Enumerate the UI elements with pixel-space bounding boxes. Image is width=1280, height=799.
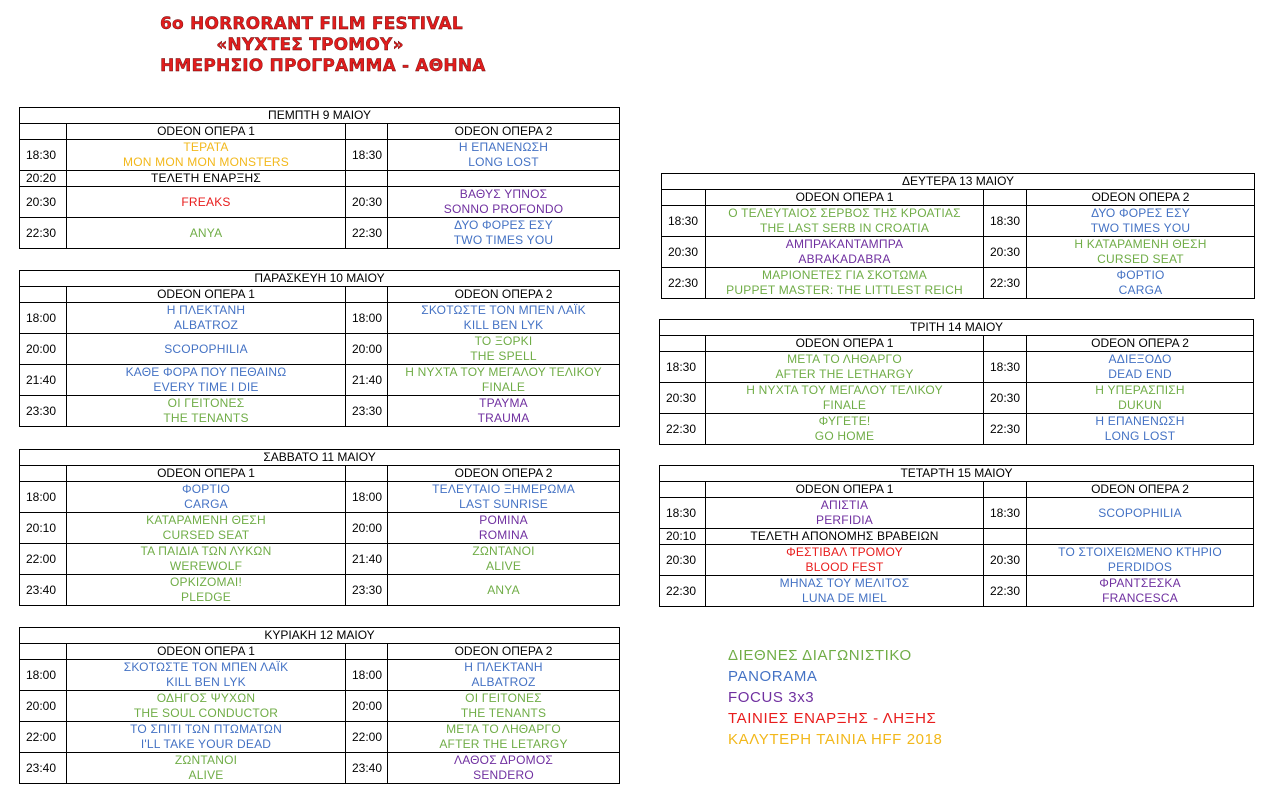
film-title-greek: Η ΠΛΕΚΤΑΝΗ xyxy=(464,660,543,674)
film-title-greek: Η ΕΠΑΝΕΝΩΣΗ xyxy=(458,140,549,154)
screening-time: 18:30 xyxy=(660,498,706,529)
film-cell xyxy=(706,383,984,414)
film-cell xyxy=(388,140,620,171)
blank-cell xyxy=(984,190,1027,206)
film-title-original: CARGA xyxy=(184,497,228,511)
screening-time: 20:30 xyxy=(660,545,706,576)
film-title-greek: Η ΝΥΧΤΑ ΤΟΥ ΜΕΓΑΛΟΥ ΤΕΛΙΚΟΥ xyxy=(746,383,943,397)
film-title-original: I'LL TAKE YOUR DEAD xyxy=(140,737,272,751)
screening-time: 22:30 xyxy=(20,218,67,249)
screening-row xyxy=(20,218,620,249)
venue-1-label: ODEON ΟΠΕΡΑ 1 xyxy=(67,124,346,140)
screening-time: 20:30 xyxy=(20,187,67,218)
film-title-original: PLEDGE xyxy=(181,590,231,604)
film-cell xyxy=(67,140,346,171)
film-cell xyxy=(388,171,620,187)
blank-cell xyxy=(662,190,706,206)
film-title-original: FINALE xyxy=(481,380,526,394)
film-title-greek: ΦΥΓΕΤΕ! xyxy=(818,414,871,428)
screening-time: 20:00 xyxy=(346,513,388,544)
screening-time: 23:40 xyxy=(20,575,67,606)
screening-row xyxy=(20,753,620,784)
film-title-original: LONG LOST xyxy=(468,155,539,169)
venue-2-label: ODEON ΟΠΕΡΑ 2 xyxy=(1027,190,1255,206)
film-title-original: CURSED SEAT xyxy=(1097,252,1184,266)
legend-item: ΚΑΛΥΤΕΡΗ ΤΑΙΝΙΑ HFF 2018 xyxy=(728,731,943,748)
screening-row xyxy=(20,722,620,753)
screening-time: 22:30 xyxy=(660,576,706,607)
film-cell xyxy=(388,187,620,218)
blank-cell xyxy=(984,336,1027,352)
film-title-greek: ΤΟ ΣΤΟΙΧΕΙΩΜΕΝΟ ΚΤΗΡΙΟ xyxy=(1058,545,1222,559)
film-title-greek: Η ΚΑΤΑΡΑΜΕΝΗ ΘΕΣΗ xyxy=(1074,237,1207,251)
film-cell xyxy=(388,218,620,249)
film-cell xyxy=(388,396,620,427)
film-title-original: ALIVE xyxy=(486,559,522,573)
screening-time: 23:40 xyxy=(20,753,67,784)
film-cell xyxy=(706,529,984,545)
venue-2-label: ODEON ΟΠΕΡΑ 2 xyxy=(388,466,620,482)
film-title-greek: ΤΕΛΕΥΤΑΙΟ ΞΗΜΕΡΩΜΑ xyxy=(432,482,575,496)
screening-row xyxy=(20,140,620,171)
film-title-original: CURSED SEAT xyxy=(162,528,250,542)
film-title-greek: ΦΡΑΝΤΣΕΣΚΑ xyxy=(1099,576,1181,590)
film-cell xyxy=(388,482,620,513)
film-cell xyxy=(67,722,346,753)
screening-time: 23:30 xyxy=(20,396,67,427)
film-cell xyxy=(67,575,346,606)
film-title-greek: ΚΑΤΑΡΑΜΕΝΗ ΘΕΣΗ xyxy=(146,513,266,527)
screening-time: 22:30 xyxy=(662,268,706,299)
screening-row xyxy=(660,498,1254,529)
film-cell xyxy=(67,171,346,187)
screening-row xyxy=(660,414,1254,445)
film-cell xyxy=(388,544,620,575)
screening-row xyxy=(660,576,1254,607)
screening-row xyxy=(20,691,620,722)
screening-time: 20:10 xyxy=(20,513,67,544)
day-schedule-table xyxy=(19,270,620,427)
screening-time: 22:00 xyxy=(346,722,388,753)
film-cell xyxy=(706,237,984,268)
venue-2-label: ODEON ΟΠΕΡΑ 2 xyxy=(1027,336,1254,352)
screening-time: 18:30 xyxy=(660,352,706,383)
legend-item: ΤΑΙΝΙΕΣ ΕΝΑΡΞΗΣ - ΛΗΞΗΣ xyxy=(728,710,937,727)
screening-row xyxy=(20,544,620,575)
film-title-greek: ΤΡΑΥΜΑ xyxy=(479,396,528,410)
screening-row xyxy=(20,303,620,334)
screening-row xyxy=(20,334,620,365)
day-title: ΤΕΤΑΡΤΗ 15 ΜΑΙΟΥ xyxy=(660,466,1254,482)
film-title-original: LUNA DE MIEL xyxy=(801,591,888,605)
blank-cell xyxy=(20,644,67,660)
film-title-greek: Ο ΤΕΛΕΥΤΑΙΟΣ ΣΕΡΒΟΣ ΤΗΣ ΚΡΟΑΤΙΑΣ xyxy=(728,206,961,220)
screening-time: 22:30 xyxy=(984,268,1027,299)
film-title-greek: ΤΕΛΕΤΗ ΑΠΟΝΟΜΗΣ ΒΡΑΒΕΙΩΝ xyxy=(750,529,939,543)
film-title-greek: ΤΟ ΞΟΡΚΙ xyxy=(474,334,533,348)
film-title-greek: Η ΕΠΑΝΕΝΩΣΗ xyxy=(1095,414,1185,428)
film-title-original: TWO TIMES YOU xyxy=(453,233,554,247)
film-title-greek: ΦΟΡΤΙΟ xyxy=(181,482,231,496)
film-cell xyxy=(388,303,620,334)
film-title-original: ROMINA xyxy=(478,528,529,542)
screening-time: 22:30 xyxy=(346,218,388,249)
film-title-greek: ΑΔΙΕΞΟΔΟ xyxy=(1108,352,1172,366)
film-title-original: THE SPELL xyxy=(470,349,537,363)
blank-cell xyxy=(20,124,67,140)
screening-time: 22:00 xyxy=(20,722,67,753)
screening-time: 23:40 xyxy=(346,753,388,784)
screening-time: 23:30 xyxy=(346,396,388,427)
screening-row xyxy=(660,383,1254,414)
film-cell xyxy=(1027,576,1254,607)
film-title-original: ALBATROZ xyxy=(471,675,536,689)
screening-row xyxy=(20,482,620,513)
film-cell xyxy=(706,498,984,529)
screening-row xyxy=(20,575,620,606)
film-cell xyxy=(67,691,346,722)
blank-cell xyxy=(346,287,388,303)
legend-item: FOCUS 3x3 xyxy=(728,689,815,706)
blank-cell xyxy=(660,336,706,352)
film-title-greek: ΦΟΡΤΙΟ xyxy=(1116,268,1165,282)
film-cell xyxy=(706,576,984,607)
film-cell xyxy=(67,365,346,396)
film-cell xyxy=(706,268,984,299)
film-title-original: TRAUMA xyxy=(477,411,530,425)
film-title-greek: ΟΙ ΓΕΙΤΟΝΕΣ xyxy=(167,396,245,410)
film-cell xyxy=(1027,383,1254,414)
screening-time: 18:00 xyxy=(346,482,388,513)
film-title-original: FINALE xyxy=(822,398,867,412)
screening-time: 20:00 xyxy=(346,691,388,722)
blank-cell xyxy=(346,466,388,482)
film-title-greek: ΟΡΚΙΖΟΜΑΙ! xyxy=(169,575,242,589)
screening-time: 20:30 xyxy=(662,237,706,268)
film-cell xyxy=(67,303,346,334)
film-title-greek: ΑΜΠΡΑΚΑΝΤΑΜΠΡΑ xyxy=(785,237,904,251)
day-title: ΠΑΡΑΣΚΕΥΗ 10 ΜΑΙΟΥ xyxy=(20,271,620,287)
screening-time: 18:30 xyxy=(984,206,1027,237)
screening-row xyxy=(660,352,1254,383)
legend-item: PANORAMA xyxy=(728,668,818,685)
film-cell xyxy=(67,218,346,249)
film-title-greek: ΣΚΟΤΩΣΤΕ ΤΟΝ ΜΠΕΝ ΛΑΪΚ xyxy=(421,303,586,317)
film-title-greek: Η ΠΛΕΚΤΑΝΗ xyxy=(166,303,246,317)
film-title-greek: Η ΥΠΕΡΑΣΠΙΣΗ xyxy=(1095,383,1185,397)
screening-time: 20:00 xyxy=(346,334,388,365)
film-title-original: THE TENANTS xyxy=(460,706,547,720)
blank-cell xyxy=(346,124,388,140)
film-title-original: PUPPET MASTER: THE LITTLEST REICH xyxy=(726,283,963,297)
film-cell xyxy=(1027,529,1254,545)
film-cell xyxy=(388,691,620,722)
screening-row xyxy=(662,268,1255,299)
film-cell xyxy=(67,482,346,513)
film-title-original: ABRAKADABRA xyxy=(798,252,891,266)
venue-1-label: ODEON ΟΠΕΡΑ 1 xyxy=(706,190,984,206)
film-cell xyxy=(67,513,346,544)
film-title-greek: ΡΟΜΙΝΑ xyxy=(479,513,528,527)
film-cell xyxy=(388,753,620,784)
screening-row xyxy=(20,396,620,427)
venue-1-label: ODEON ΟΠΕΡΑ 1 xyxy=(67,644,346,660)
legend-item: ΔΙΕΘΝΕΣ ΔΙΑΓΩΝΙΣΤΙΚΟ xyxy=(728,647,912,664)
screening-time xyxy=(346,171,388,187)
venue-1-label: ODEON ΟΠΕΡΑ 1 xyxy=(67,287,346,303)
film-cell xyxy=(67,660,346,691)
venue-header-row xyxy=(20,287,620,303)
film-title-original: FRANCESCA xyxy=(1102,591,1178,605)
screening-row xyxy=(660,529,1254,545)
film-title-greek: ΚΑΘΕ ΦΟΡΑ ΠΟΥ ΠΕΘΑΙΝΩ xyxy=(125,365,287,379)
day-schedule-table xyxy=(659,465,1254,607)
film-cell xyxy=(1027,237,1255,268)
screening-row xyxy=(20,660,620,691)
film-title-original: LONG LOST xyxy=(1104,429,1176,443)
film-cell xyxy=(388,722,620,753)
venue-2-label: ODEON ΟΠΕΡΑ 2 xyxy=(1027,482,1254,498)
film-title-greek: ΣΚΟΤΩΣΤΕ ΤΟΝ ΜΠΕΝ ΛΑΪΚ xyxy=(123,660,289,674)
screening-time: 23:30 xyxy=(346,575,388,606)
film-title-original: WEREWOLF xyxy=(169,559,243,573)
film-title-greek: ΜΗΝΑΣ ΤΟΥ ΜΕΛΙΤΟΣ xyxy=(779,576,910,590)
screening-time xyxy=(984,529,1027,545)
day-title: ΣΑΒΒΑΤΟ 11 ΜΑΙΟΥ xyxy=(20,450,620,466)
blank-cell xyxy=(20,466,67,482)
film-title-original: THE LAST SERB IN CROATIA xyxy=(759,221,930,235)
venue-header-row xyxy=(660,336,1254,352)
film-title-original: PERFIDIA xyxy=(816,513,873,527)
film-title-greek: ΔΥΟ ΦΟΡΕΣ ΕΣΥ xyxy=(454,218,553,232)
screening-time: 22:30 xyxy=(984,414,1027,445)
film-cell xyxy=(1027,498,1254,529)
film-title-greek: ΦΕΣΤΙΒΑΛ ΤΡΟΜΟΥ xyxy=(786,545,903,559)
film-title-greek: ΟΙ ΓΕΙΤΟΝΕΣ xyxy=(465,691,542,705)
venue-header-row xyxy=(662,190,1255,206)
film-title-greek: ΒΑΘΥΣ ΥΠΝΟΣ xyxy=(459,187,548,201)
film-cell xyxy=(706,352,984,383)
screening-time: 20:30 xyxy=(346,187,388,218)
film-title-greek: Η ΝΥΧΤΑ ΤΟΥ ΜΕΓΑΛΟΥ ΤΕΛΙΚΟΥ xyxy=(405,365,602,379)
film-title-greek: ΛΑΘΟΣ ΔΡΟΜΟΣ xyxy=(453,753,554,767)
film-cell xyxy=(67,187,346,218)
film-title-original: MON MON MON MONSTERS xyxy=(123,155,289,169)
film-title-greek: ΤΕΡΑΤΑ xyxy=(183,140,229,154)
film-title-original: CARGA xyxy=(1118,283,1163,297)
film-title-original: GO HOME xyxy=(814,429,875,443)
screening-time: 20:30 xyxy=(984,545,1027,576)
film-cell xyxy=(388,660,620,691)
film-title-original: EVERY TIME I DIE xyxy=(153,380,259,394)
day-schedule-table xyxy=(19,627,620,784)
film-cell xyxy=(706,206,984,237)
film-cell xyxy=(67,753,346,784)
film-cell xyxy=(388,334,620,365)
screening-time: 18:30 xyxy=(20,140,67,171)
blank-cell xyxy=(984,482,1027,498)
day-schedule-table xyxy=(19,449,620,606)
venue-1-label: ODEON ΟΠΕΡΑ 1 xyxy=(706,336,984,352)
film-title-greek: ΤΟ ΣΠΙΤΙ ΤΩΝ ΠΤΩΜΑΤΩΝ xyxy=(130,722,282,736)
film-title-original: BLOOD FEST xyxy=(805,560,884,574)
film-title-greek: ΜΕΤΑ ΤΟ ΛΗΘΑΡΓΟ xyxy=(446,722,561,736)
day-schedule-table xyxy=(659,319,1254,445)
screening-time: 18:00 xyxy=(20,482,67,513)
day-schedule-table xyxy=(19,107,620,249)
film-title-original: LAST SUNRISE xyxy=(459,497,548,511)
film-title-greek: ΜΑΡΙΟΝΕΤΕΣ ΓΙΑ ΣΚΟΤΩΜΑ xyxy=(762,268,927,282)
film-cell xyxy=(67,396,346,427)
film-cell xyxy=(1027,352,1254,383)
film-title-original: KILL BEN LYK xyxy=(463,318,544,332)
venue-header-row xyxy=(20,644,620,660)
film-cell xyxy=(1027,268,1255,299)
day-title: ΚΥΡΙΑΚΗ 12 ΜΑΙΟΥ xyxy=(20,628,620,644)
film-title-original: PERDIDOS xyxy=(1107,560,1173,574)
film-title-original: ALIVE xyxy=(188,768,224,782)
venue-1-label: ODEON ΟΠΕΡΑ 1 xyxy=(706,482,984,498)
screening-time: 18:30 xyxy=(662,206,706,237)
day-title: ΠΕΜΠΤΗ 9 ΜΑΙΟΥ xyxy=(20,108,620,124)
film-title-original: THE TENANTS xyxy=(163,411,249,425)
film-cell xyxy=(67,544,346,575)
film-title-greek: FREAKS xyxy=(181,194,231,209)
film-cell xyxy=(388,513,620,544)
screening-time: 18:30 xyxy=(346,140,388,171)
screening-time: 18:00 xyxy=(20,660,67,691)
venue-2-label: ODEON ΟΠΕΡΑ 2 xyxy=(388,287,620,303)
day-schedule-table xyxy=(661,173,1255,299)
screening-time: 22:30 xyxy=(984,576,1027,607)
festival-title xyxy=(160,14,486,77)
venue-header-row xyxy=(20,124,620,140)
film-title-greek: SCOPOPHILIA xyxy=(164,341,248,356)
screening-time: 21:40 xyxy=(20,365,67,396)
venue-2-label: ODEON ΟΠΕΡΑ 2 xyxy=(388,644,620,660)
screening-time: 20:30 xyxy=(984,383,1027,414)
venue-header-row xyxy=(660,482,1254,498)
screening-row xyxy=(20,513,620,544)
film-cell xyxy=(67,334,346,365)
film-title-original: ALBATROZ xyxy=(173,318,239,332)
screening-time: 22:30 xyxy=(660,414,706,445)
color-legend xyxy=(728,645,942,750)
film-cell xyxy=(706,414,984,445)
screening-time: 22:00 xyxy=(20,544,67,575)
screening-time: 20:30 xyxy=(660,383,706,414)
film-cell xyxy=(388,575,620,606)
screening-time: 20:10 xyxy=(660,529,706,545)
film-title-original: TWO TIMES YOU xyxy=(1090,221,1191,235)
film-title-greek: ΜΕΤΑ ΤΟ ΛΗΘΑΡΓΟ xyxy=(787,352,902,366)
venue-1-label: ODEON ΟΠΕΡΑ 1 xyxy=(67,466,346,482)
blank-cell xyxy=(660,482,706,498)
screening-time: 21:40 xyxy=(346,365,388,396)
screening-row xyxy=(662,206,1255,237)
film-cell xyxy=(388,365,620,396)
film-title-greek: ΖΩΝΤΑΝΟΙ xyxy=(174,753,238,767)
day-title: ΔΕΥΤΕΡΑ 13 ΜΑΙΟΥ xyxy=(662,174,1255,190)
film-title-greek: ΟΔΗΓΟΣ ΨΥΧΩΝ xyxy=(156,691,256,705)
film-title-greek: SCOPOPHILIA xyxy=(1098,505,1182,520)
film-title-greek: ΖΩΝΤΑΝΟΙ xyxy=(472,544,535,558)
film-title-original: AFTER THE LETARGY xyxy=(439,737,568,751)
screening-time: 18:30 xyxy=(984,498,1027,529)
film-title-greek: ΤΕΛΕΤΗ ΕΝΑΡΞΗΣ xyxy=(150,171,262,185)
screening-row xyxy=(662,237,1255,268)
film-title-original: AFTER THE LETHARGY xyxy=(775,367,914,381)
screening-time: 18:00 xyxy=(346,660,388,691)
film-title-greek: ANYA xyxy=(487,582,520,597)
title-line-3: ΗΜΕΡΗΣΙΟ ΠΡΟΓΡΑΜΜΑ - ΑΘΗΝΑ xyxy=(160,56,486,76)
film-title-greek: ANYA xyxy=(189,225,223,240)
blank-cell xyxy=(346,644,388,660)
film-cell xyxy=(1027,414,1254,445)
title-line-1: 6ο HORRORANT FILM FESTIVAL xyxy=(160,14,463,34)
film-title-original: SENDERO xyxy=(473,768,534,782)
screening-row xyxy=(20,187,620,218)
film-title-original: KILL BEN LYK xyxy=(166,675,246,689)
film-title-original: THE SOUL CONDUCTOR xyxy=(133,706,279,720)
film-title-original: DUKUN xyxy=(1118,398,1162,412)
film-title-greek: ΤΑ ΠΑΙΔΙΑ ΤΩΝ ΛΥΚΩΝ xyxy=(140,544,272,558)
film-cell xyxy=(706,545,984,576)
film-cell xyxy=(1027,545,1254,576)
screening-time: 18:00 xyxy=(346,303,388,334)
venue-2-label: ODEON ΟΠΕΡΑ 2 xyxy=(388,124,620,140)
blank-cell xyxy=(20,287,67,303)
screening-time: 18:30 xyxy=(984,352,1027,383)
screening-time: 20:00 xyxy=(20,691,67,722)
day-title: ΤΡΙΤΗ 14 ΜΑΙΟΥ xyxy=(660,320,1254,336)
screening-row xyxy=(660,545,1254,576)
film-title-original: DEAD END xyxy=(1108,367,1172,381)
film-title-original: SONNO PROFONDO xyxy=(443,202,564,216)
film-title-greek: ΔΥΟ ΦΟΡΕΣ ΕΣΥ xyxy=(1091,206,1190,220)
screening-row xyxy=(20,171,620,187)
screening-time: 20:00 xyxy=(20,334,67,365)
screening-row xyxy=(20,365,620,396)
screening-time: 20:30 xyxy=(984,237,1027,268)
screening-time: 21:40 xyxy=(346,544,388,575)
title-line-2: «ΝΥΧΤΕΣ ΤΡΟΜΟΥ» xyxy=(216,35,404,55)
film-title-greek: ΑΠΙΣΤΙΑ xyxy=(820,498,869,512)
screening-time: 20:20 xyxy=(20,171,67,187)
venue-header-row xyxy=(20,466,620,482)
film-cell xyxy=(1027,206,1255,237)
screening-time: 18:00 xyxy=(20,303,67,334)
